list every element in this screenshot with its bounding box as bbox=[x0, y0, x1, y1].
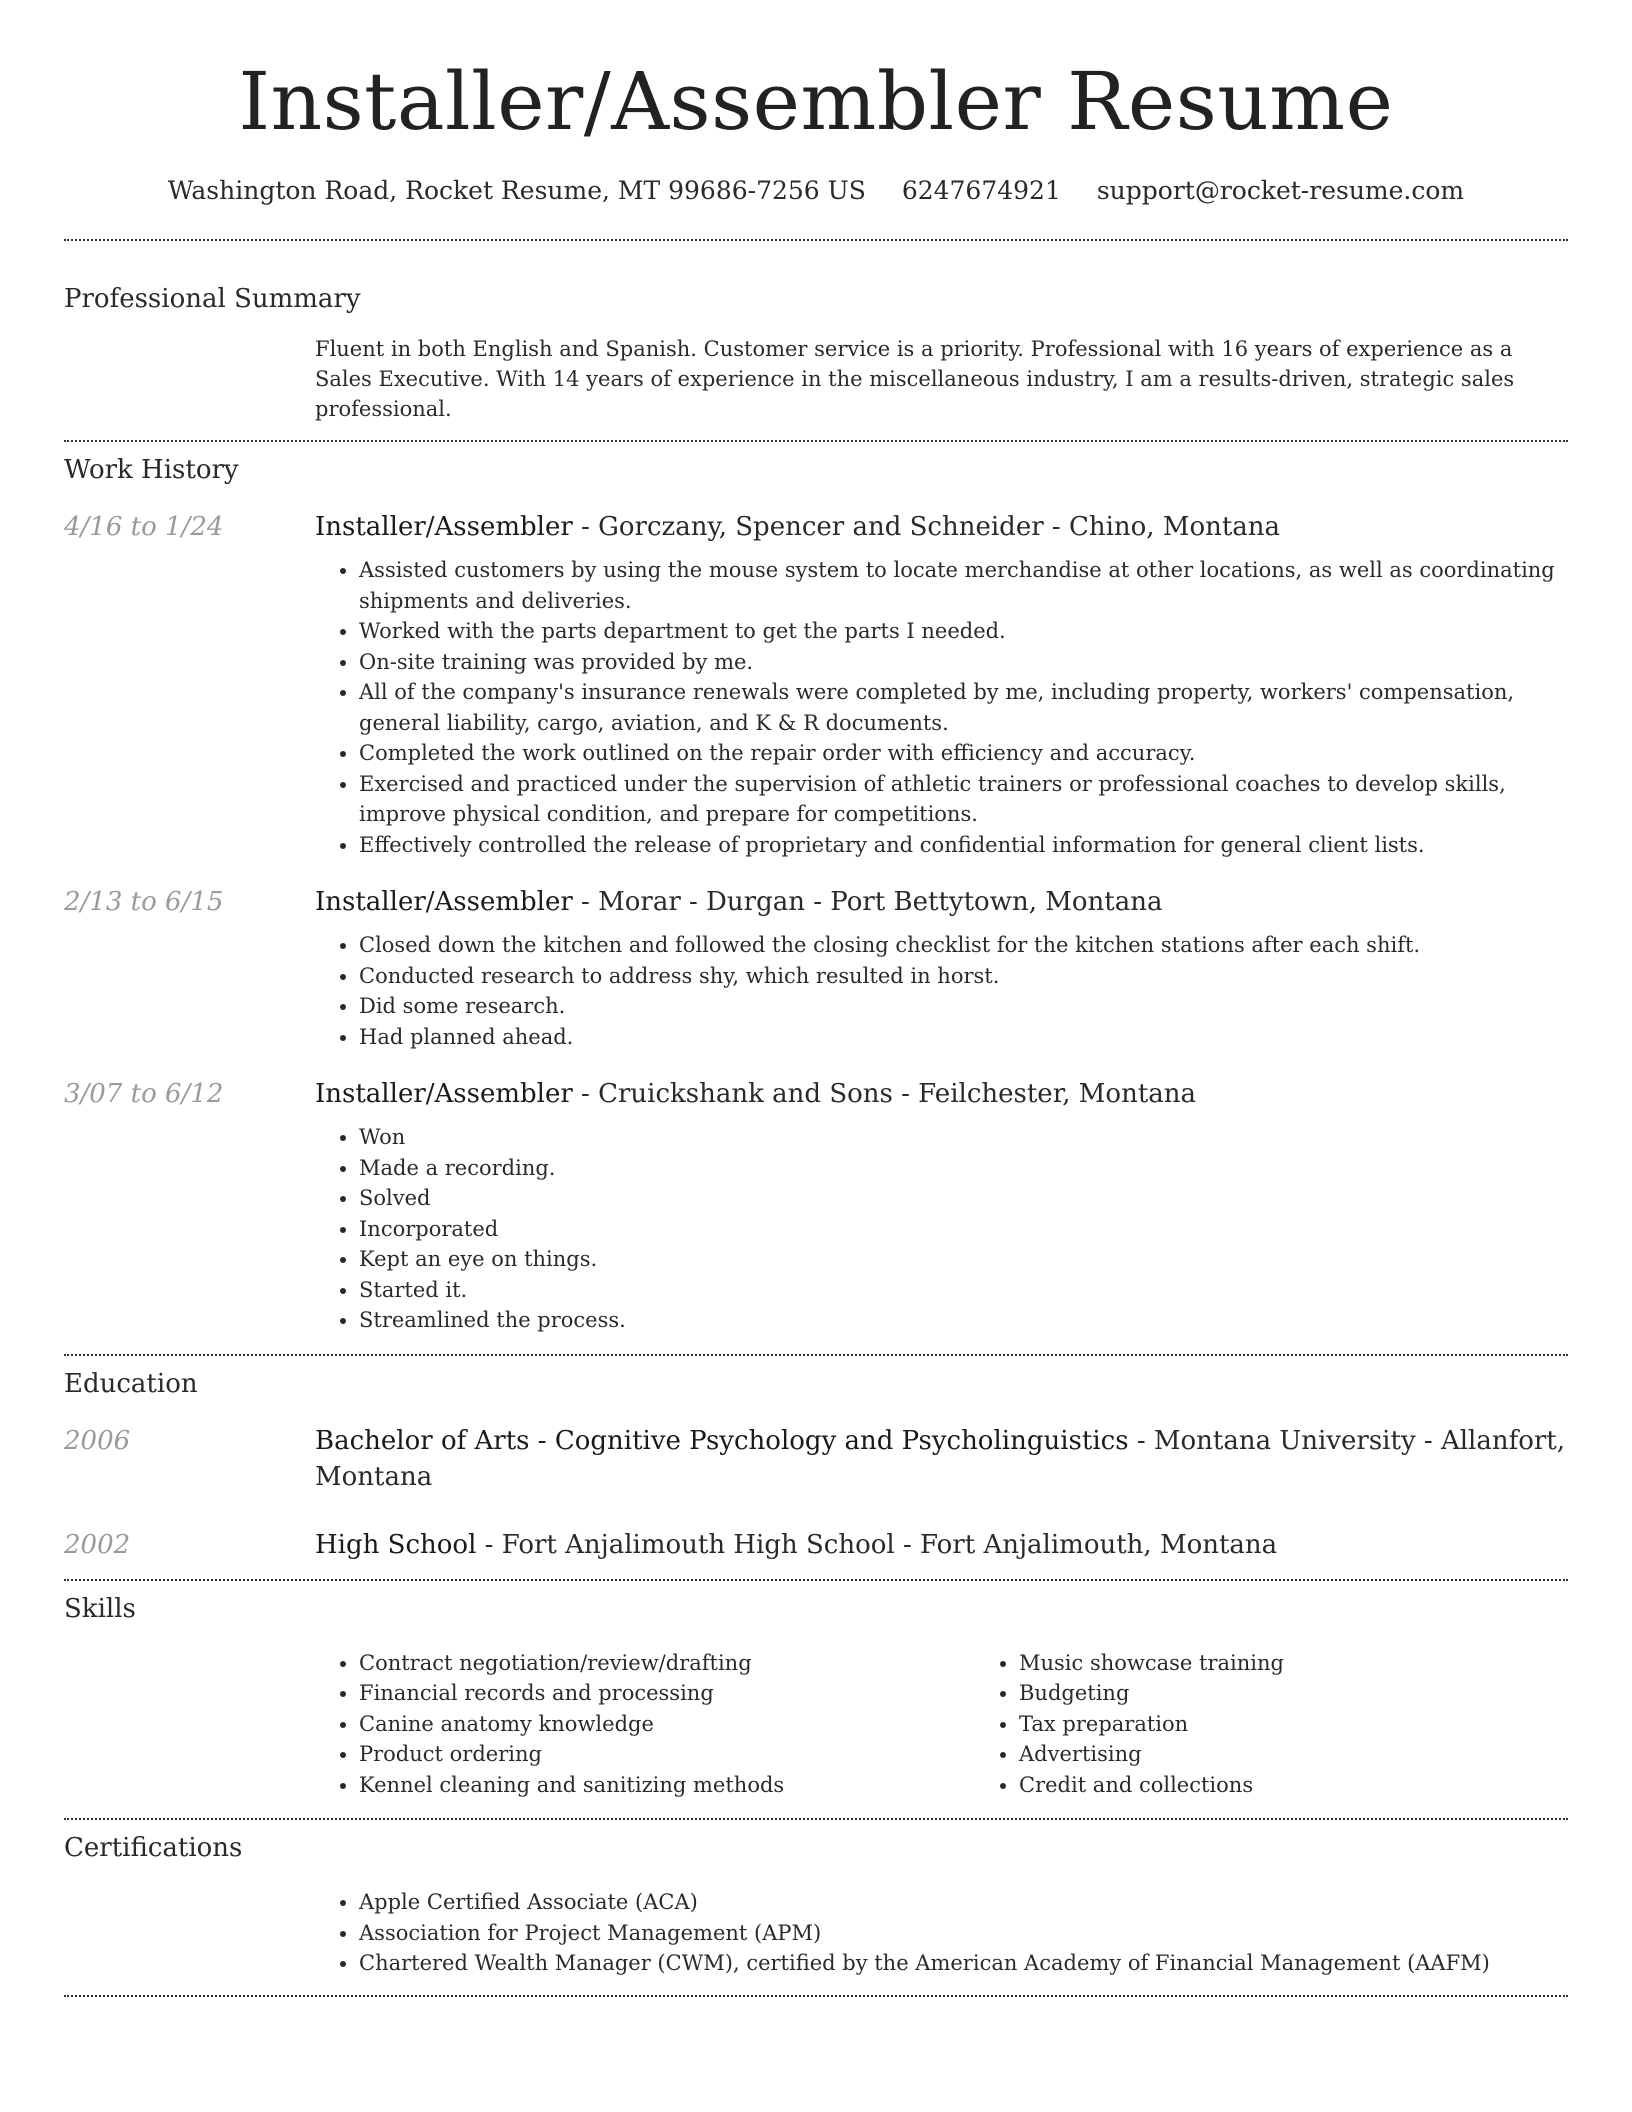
list-item: • Contract negotiation/review/drafting bbox=[359, 1648, 975, 1679]
list-item: • Canine anatomy knowledge bbox=[359, 1709, 975, 1740]
list-item: • Made a recording. bbox=[359, 1153, 1568, 1184]
job-bullets bbox=[315, 555, 1568, 860]
list-item: • Apple Certified Associate (ACA) bbox=[359, 1887, 1568, 1918]
skills-columns bbox=[315, 1648, 1579, 1801]
job-bullets bbox=[315, 1122, 1568, 1336]
list-item: • Streamlined the process. bbox=[359, 1305, 1568, 1336]
resume-page bbox=[64, 0, 1568, 1997]
list-item: • Association for Project Management (APM) bbox=[359, 1918, 1568, 1949]
list-item: • Won bbox=[359, 1122, 1568, 1153]
list-item: • Budgeting bbox=[1019, 1678, 1579, 1709]
list-item: • Had planned ahead. bbox=[359, 1022, 1568, 1053]
job-company: - Morar - Durgan - Port Bettytown, Montana bbox=[572, 887, 1163, 917]
education-title-line bbox=[315, 1527, 1568, 1563]
job-title: Installer/Assembler bbox=[315, 1079, 573, 1109]
list-item: • Closed down the kitchen and followed the closing checklist for the kitchen stations after each shift. bbox=[359, 930, 1568, 961]
job-bullets bbox=[315, 930, 1568, 1052]
skills-spacer bbox=[64, 1648, 315, 1801]
job-company: - Cruickshank and Sons - Feilchester, Montana bbox=[572, 1079, 1197, 1109]
section-heading-certifications: Certifications bbox=[64, 1833, 243, 1863]
list-item: • Advertising bbox=[1019, 1739, 1579, 1770]
job-dates: 4/16 to 1/24 bbox=[64, 512, 224, 542]
certifications-row bbox=[64, 1887, 1568, 1979]
divider bbox=[64, 1579, 1568, 1581]
education-degree: Bachelor of Arts - Cognitive Psychology and Psycholinguistics bbox=[315, 1425, 1129, 1456]
list-item: • Started it. bbox=[359, 1275, 1568, 1306]
contact-line bbox=[64, 174, 1568, 208]
list-item: • Effectively controlled the release of proprietary and confidential information for general client lists. bbox=[359, 830, 1568, 861]
job-title: Installer/Assembler bbox=[315, 887, 573, 917]
summary-row bbox=[64, 334, 1568, 424]
section-heading-education: Education bbox=[64, 1368, 198, 1399]
summary-spacer bbox=[64, 334, 315, 424]
education-entry bbox=[64, 1423, 1568, 1495]
job-dates: 3/07 to 6/12 bbox=[64, 1079, 224, 1109]
list-item: • Tax preparation bbox=[1019, 1709, 1579, 1740]
job-entry bbox=[64, 884, 1568, 1052]
section-heading-work: Work History bbox=[64, 455, 239, 485]
list-item: • Conducted research to address shy, which resulted in horst. bbox=[359, 961, 1568, 992]
certifications-list bbox=[315, 1887, 1568, 1979]
list-item: • Credit and collections bbox=[1019, 1770, 1579, 1801]
list-item: • Completed the work outlined on the repair order with efficiency and accuracy. bbox=[359, 738, 1568, 769]
list-item: • All of the company's insurance renewals were completed by me, including property, workers' compensation, general liability, cargo, aviation, and K & R documents. bbox=[359, 677, 1568, 738]
section-heading-summary: Professional Summary bbox=[64, 284, 361, 314]
list-item: • Product ordering bbox=[359, 1739, 975, 1770]
contact-address: Washington Road, Rocket Resume, MT 99686-7256 US bbox=[167, 176, 866, 205]
skills-list-right bbox=[975, 1648, 1579, 1801]
education-year: 2006 bbox=[64, 1425, 131, 1456]
contact-email: support@rocket-resume.com bbox=[1096, 176, 1465, 205]
list-item: • Kept an eye on things. bbox=[359, 1244, 1568, 1275]
list-item: • Financial records and processing bbox=[359, 1678, 975, 1709]
skills-list-left bbox=[315, 1648, 975, 1801]
list-item: • Exercised and practiced under the supervision of athletic trainers or professional coaches to develop skills, improve physical condition, and prepare for competitions. bbox=[359, 769, 1568, 830]
summary-text: Fluent in both English and Spanish. Customer service is a priority. Professional with 16 years of experience as a Sales Executive. With 14 years of experience in the miscellaneous industry, I am a results-driven, strategic sales professional. bbox=[315, 337, 1515, 421]
job-title-line bbox=[315, 509, 1568, 545]
job-title-line bbox=[315, 1076, 1568, 1112]
list-item: • Incorporated bbox=[359, 1214, 1568, 1245]
list-item: • On-site training was provided by me. bbox=[359, 647, 1568, 678]
list-item: • Kennel cleaning and sanitizing methods bbox=[359, 1770, 975, 1801]
list-item: • Solved bbox=[359, 1183, 1568, 1214]
education-year: 2002 bbox=[64, 1529, 131, 1560]
education-title-line bbox=[315, 1423, 1568, 1495]
skills-row bbox=[64, 1648, 1568, 1801]
divider bbox=[64, 1818, 1568, 1820]
education-degree: High School bbox=[315, 1529, 477, 1560]
certifications-spacer bbox=[64, 1887, 315, 1979]
job-company: - Gorczany, Spencer and Schneider - Chino, Montana bbox=[572, 512, 1281, 542]
list-item: • Did some research. bbox=[359, 991, 1568, 1022]
education-school: - Fort Anjalimouth High School - Fort Anjalimouth, Montana bbox=[476, 1529, 1278, 1560]
divider bbox=[64, 239, 1568, 241]
job-entry bbox=[64, 1076, 1568, 1336]
resume-title: Installer/Assembler Resume bbox=[238, 55, 1394, 148]
divider bbox=[64, 440, 1568, 442]
divider bbox=[64, 1995, 1568, 1997]
list-item: • Worked with the parts department to get the parts I needed. bbox=[359, 616, 1568, 647]
list-item: • Music showcase training bbox=[1019, 1648, 1579, 1679]
list-item: • Assisted customers by using the mouse system to locate merchandise at other locations, as well as coordinating shipments and deliveries. bbox=[359, 555, 1568, 616]
job-dates: 2/13 to 6/15 bbox=[64, 887, 224, 917]
education-entry bbox=[64, 1527, 1568, 1563]
education-school: - Montana University - Allanfort, Montana bbox=[315, 1425, 1566, 1492]
contact-phone: 6247674921 bbox=[901, 176, 1061, 205]
job-entry bbox=[64, 509, 1568, 860]
list-item: • Chartered Wealth Manager (CWM), certified by the American Academy of Financial Management (AAFM) bbox=[359, 1948, 1568, 1979]
divider bbox=[64, 1354, 1568, 1356]
job-title-line bbox=[315, 884, 1568, 920]
job-title: Installer/Assembler bbox=[315, 512, 573, 542]
section-heading-skills: Skills bbox=[64, 1593, 136, 1624]
